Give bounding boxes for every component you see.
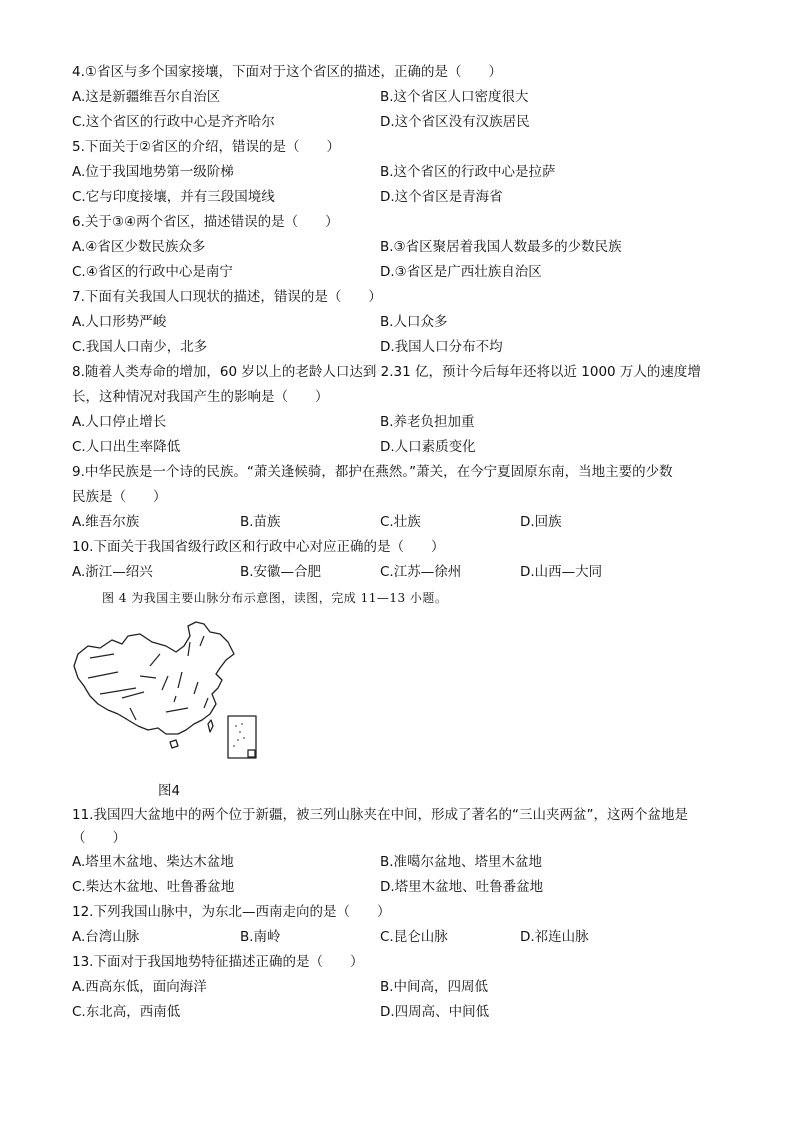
q9-stem-line2: 民族是（ ）: [72, 489, 167, 505]
q11-option-d: D.塔里木盆地、吐鲁番盆地: [380, 879, 544, 895]
q6-option-b: B.③省区聚居着我国人数最多的少数民族: [380, 239, 622, 255]
south-china-sea-inset: [228, 716, 256, 758]
q9-stem-line1: 9.中华民族是一个诗的民族。“萧关逢候骑，都护在燕然。”萧关，在今宁夏固原东南，当地主要的少数: [72, 464, 673, 480]
q12-option-d: D.祁连山脉: [520, 929, 589, 945]
q8-stem-line2: 长，这种情况对我国产生的影响是（ ）: [72, 389, 329, 405]
q9-option-c: C.壮族: [380, 514, 421, 530]
q4-option-a: A.这是新疆维吾尔自治区: [72, 89, 221, 105]
q9-option-b: B.苗族: [240, 514, 281, 530]
q5-option-d: D.这个省区是青海省: [380, 189, 503, 205]
q8-stem-line1: 8.随着人类寿命的增加，60 岁以上的老龄人口达到 2.31 亿，预计今后每年还将以近 1000 万人的速度增: [72, 364, 701, 380]
inset-scale-box: [248, 750, 255, 757]
q8-option-c: C.人口出生率降低: [72, 439, 181, 455]
q10-stem: 10.下面关于我国省级行政区和行政中心对应正确的是（ ）: [72, 539, 445, 555]
figure-intro: 图 4 为我国主要山脉分布示意图，读图，完成 11—13 小题。: [102, 591, 448, 605]
q4-option-d: D.这个省区没有汉族居民: [380, 114, 530, 130]
q11-stem-line1: 11.我国四大盆地中的两个位于新疆，被三列山脉夹在中间，形成了著名的“三山夹两盆”，这两个盆地是: [72, 807, 688, 823]
q10-option-c: C.江苏—徐州: [380, 564, 462, 580]
q12-option-b: B.南岭: [240, 929, 281, 945]
q12-option-c: C.昆仑山脉: [380, 929, 448, 945]
q4-option-b: B.这个省区人口密度很大: [380, 89, 529, 105]
hainan-island: [170, 740, 178, 748]
q7-option-c: C.我国人口南少，北多: [72, 339, 208, 355]
taiwan-island: [208, 720, 213, 732]
inset-islands: [233, 723, 245, 747]
mountain-ranges: [88, 636, 208, 720]
q6-stem: 6.关于③④两个省区，描述错误的是（ ）: [72, 214, 339, 230]
q6-option-c: C.④省区的行政中心是南宁: [72, 264, 233, 280]
q13-stem: 13.下面对于我国地势特征描述正确的是（ ）: [72, 954, 364, 970]
q5-option-b: B.这个省区的行政中心是拉萨: [380, 164, 556, 180]
q5-option-c: C.它与印度接壤，并有三段国境线: [72, 189, 275, 205]
q7-option-d: D.我国人口分布不均: [380, 339, 503, 355]
q8-option-a: A.人口停止增长: [72, 414, 167, 430]
q10-option-a: A.浙江—绍兴: [72, 564, 153, 580]
q11-option-a: A.塔里木盆地、柴达木盆地: [72, 854, 234, 870]
q9-option-d: D.回族: [520, 514, 562, 530]
q12-option-a: A.台湾山脉: [72, 929, 140, 945]
q13-option-b: B.中间高，四周低: [380, 979, 489, 995]
q11-option-b: B.准噶尔盆地、塔里木盆地: [380, 854, 543, 870]
q9-option-a: A.维吾尔族: [72, 514, 140, 530]
q8-option-d: D.人口素质变化: [380, 439, 476, 455]
q13-option-c: C.东北高，西南低: [72, 1004, 181, 1020]
q12-stem: 12.下列我国山脉中，为东北—西南走向的是（ ）: [72, 904, 391, 920]
q7-option-a: A.人口形势严峻: [72, 314, 167, 330]
q10-option-d: D.山西—大同: [520, 564, 603, 580]
q5-option-a: A.位于我国地势第一级阶梯: [72, 164, 234, 180]
q5-stem: 5.下面关于②省区的介绍，错误的是（ ）: [72, 139, 340, 155]
q7-stem: 7.下面有关我国人口现状的描述，错误的是（ ）: [72, 289, 382, 305]
q7-option-b: B.人口众多: [380, 314, 448, 330]
figure-caption: 图4: [158, 783, 181, 799]
q11-option-c: C.柴达木盆地、吐鲁番盆地: [72, 879, 235, 895]
china-mountains-map: [70, 616, 270, 766]
q13-option-d: D.四周高、中间低: [380, 1004, 490, 1020]
q6-option-a: A.④省区少数民族众多: [72, 239, 206, 255]
q11-stem-line2: （ ）: [72, 830, 126, 846]
q8-option-b: B.养老负担加重: [380, 414, 475, 430]
q4-option-c: C.这个省区的行政中心是齐齐哈尔: [72, 114, 275, 130]
q4-stem: 4.①省区与多个国家接壤，下面对于这个省区的描述，正确的是（ ）: [72, 64, 502, 80]
q13-option-a: A.西高东低，面向海洋: [72, 979, 207, 995]
q10-option-b: B.安徽—合肥: [240, 564, 322, 580]
q6-option-d: D.③省区是广西壮族自治区: [380, 264, 542, 280]
